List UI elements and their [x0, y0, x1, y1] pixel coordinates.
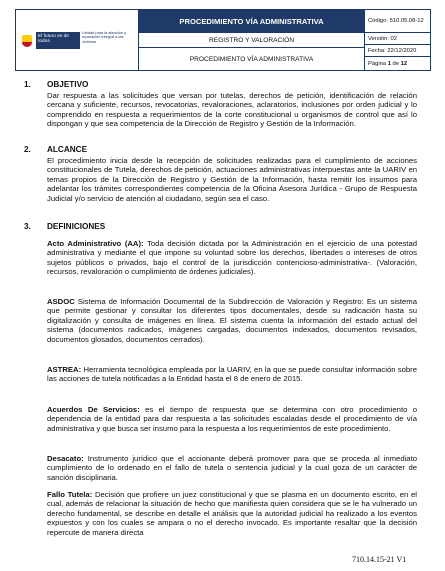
definition-text: Toda decisión dictada por la Administración en el ejercicio de una potestad administrativa y mediante el que impone su voluntad sobre los derechos, libertades o intereses de otros sujetos públicos o privados, bajo el control de la jurisdicción contencioso-administrativa-. (Valoración, recursos, revaloración o cumplimiento de órdenes judiciales).: [47, 239, 417, 277]
page-label: Página: [368, 60, 387, 67]
section-alcance-text: El procedimiento inicia desde la recepción de solicitudes realizadas para el cumplimiento de acciones constitucionales de Tutela, derechos de petición, actuaciones administrativas interpuestas ante la UARIV en temas propios de la Dirección de Registro y Gestión de la Información, hasta remitir los insumos para adelantar los trámites correspondientes competencia de la Oficina Asesora Jurídica - Grupo de Respuesta Judicial y/o servicio de atención al ciudadano, según sea el caso.: [47, 156, 417, 203]
page-number: 1: [387, 60, 391, 67]
government-logo: El futuro es de todos: [36, 32, 80, 49]
definition-term: Acto Administrativo (AA):: [47, 239, 144, 248]
definition-text: Instrumento jurídico que el accionante deberá promover para que se proceda al inmediato cumplimiento de lo ordenado en el fallo de tutela o sentencia judicial y la cual goza de un carácter de sanción disciplinaria.: [47, 454, 417, 482]
unit-logo-text: Unidad para la atención y reparación integral a las víctimas: [82, 30, 127, 44]
logo-cell: [16, 10, 139, 70]
definition-term: ASDOC: [47, 297, 75, 306]
page-total: 12: [400, 60, 408, 67]
section-number: 1.: [24, 80, 31, 89]
definition-fallo-tutela: [47, 490, 417, 537]
section-title: ALCANCE: [47, 145, 88, 154]
procedure-name: PROCEDIMIENTO VÍA ADMINISTRATIVA: [139, 47, 364, 70]
section-title: DEFINICIONES: [47, 222, 106, 231]
definition-term: Fallo Tutela:: [47, 490, 93, 499]
section-objetivo-text: Dar respuesta a las solicitudes que versan por tutelas, derechos de petición, identificación de relación cercana y suficiente, recursos, revocatorias, revaloraciones, aclaratorios, inclusiones por orden judicial y lo comprendido en respuesta a requerimientos de la corte constitucional u organismos de control que así lo dispongan y que sea competencia de la Dirección de Registro y Gestión de la Información.: [47, 91, 417, 129]
colombia-shield-icon: [22, 35, 32, 47]
definition-term: Acuerdos De Servicios:: [47, 405, 140, 414]
definition-text: Sistema de Información Documental de la Subdirección de Valoración y Registro: Es un sistema que permite gestionar y consultar los diferentes tipos documentales, desde su radicación hasta su digitalización y consulta de imágenes en línea. El sistema cuenta la información del estado actual del sistema (documentos radicados, imágenes cargadas, documentos indexados, documentos revisados, documentos glosados, documentos cerrados).: [47, 297, 417, 344]
section-number: 3.: [24, 222, 31, 231]
page-of: de: [392, 60, 399, 67]
definition-term: Desacato:: [47, 454, 84, 463]
section-title: OBJETIVO: [47, 80, 89, 89]
document-date: Fecha: 22/12/2020: [365, 44, 431, 56]
document-header: [15, 9, 431, 71]
definition-text: Herramienta tecnológica empleada por la UARIV, en la que se puede consultar información sobre las acciones de tutela notificadas a la Entidad hasta el 8 de enero de 2015.: [47, 365, 417, 384]
definition-desacato: [47, 454, 417, 482]
definition-acuerdos-servicios: [47, 405, 417, 433]
definition-acto-administrativo: [47, 239, 417, 277]
process-name: REGISTRO Y VALORACIÓN: [139, 32, 364, 47]
definition-asdoc: [47, 297, 417, 344]
form-code-footer: 710.14.15-21 V1: [352, 555, 407, 564]
document-title: PROCEDIMIENTO VÍA ADMINISTRATIVA: [139, 10, 364, 32]
definition-astrea: [47, 365, 417, 384]
document-control-column: [364, 10, 430, 70]
document-code: Código: 510.05.08-12: [368, 18, 424, 24]
page-indicator: [365, 56, 431, 70]
definition-text: es el tiempo de respuesta que se determina con otro procedimiento o dependencia de la entidad para dar respuesta a las solicitudes escaladas desde el procedimiento de vía administrativa y que busca ser insumo para la respuesta a los requerimientos de este procedimiento.: [47, 405, 418, 433]
definition-term: ASTREA:: [47, 365, 82, 374]
document-version: Versión: 02: [365, 32, 431, 44]
definition-text: Decisión que profiere un juez constitucional y que se plasma en un documento escrito, en el cual, además de relacionar la situación de hecho que manifiesta quien considera que se le ha vulnerado un derecho fundamental, se describe en detalle el análisis que la autoridad judicial ha realizado a los eventos expuestos y con los cuales se ampara o no el derecho invocado. Es importante resaltar que la decisión repercute de manera directa: [47, 490, 417, 537]
section-number: 2.: [24, 145, 31, 154]
